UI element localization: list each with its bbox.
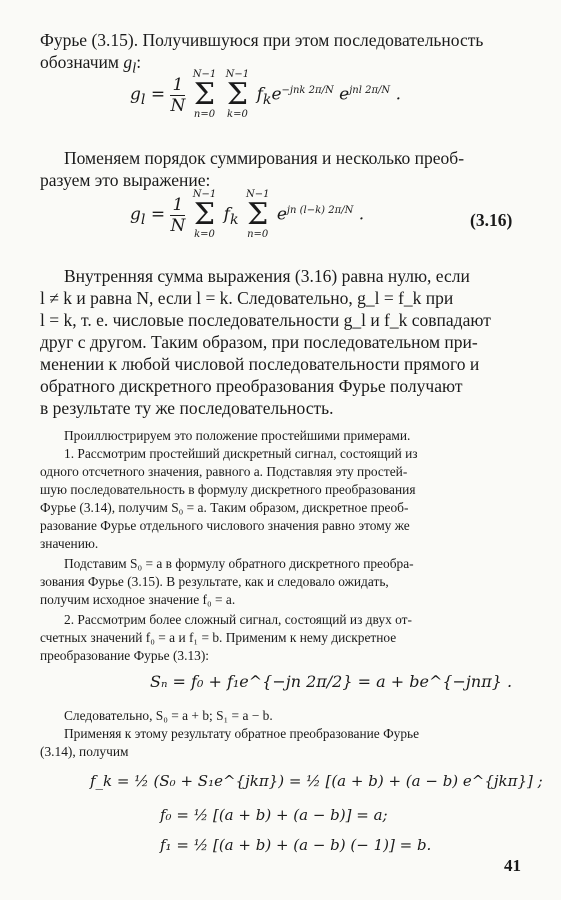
text-line: Следовательно, S₀ = a + b; S₁ = a − b. (64, 708, 273, 723)
text-line: разование Фурье отдельного числового значения равно этому же (40, 518, 410, 533)
equation-3: Sₙ = f₀ + f₁e^{−jn 2π/2} = a + be^{−jnπ} . (150, 672, 513, 691)
equation-number: (3.16) (470, 210, 513, 230)
text-line: шую последовательность в формулу дискретного преобразования (40, 482, 416, 497)
text-line: одного отсчетного значения, равного a. Подставляя эту простей- (40, 464, 408, 479)
text-line: менении к любой числовой последовательности прямого и (40, 354, 480, 374)
equation-2: $g_l$ = $\frac{1}{N}$ N−1 Σ k=0 $f_k$ N−1 Σ n=0 $e^{jn (l-k) 2\pi/N}$ . (130, 189, 365, 240)
text-line: счетных значений f₀ = a и f₁ = b. Применим к нему дискретное (40, 630, 397, 645)
page-number: 41 (504, 856, 521, 875)
text-line: 1. Рассмотрим простейший дискретный сигнал, состоящий из (64, 446, 418, 461)
text-line: получим исходное значение f₀ = a. (40, 592, 236, 607)
text-line: l ≠ k и равна N, если l = k. Следовательно, g_l = f_k при (40, 288, 454, 308)
text-line: друг с другом. Таким образом, при последовательном при- (40, 332, 478, 352)
text-line: в результате ту же последовательность. (40, 398, 334, 418)
text-line: Фурье (3.14), получим S₀ = a. Таким образом, дискретное преоб- (40, 500, 409, 515)
text-line: Проиллюстрируем это положение простейшими примерами. (64, 428, 411, 443)
equation-1: $g_l$ = $\frac{1}{N}$ N−1 Σ n=0 N−1 Σ k=0 $f_ke^{-jnk 2\pi/N}$ $e^{jnl 2\pi/N}$ . (130, 69, 401, 120)
text-line: значению. (40, 536, 99, 551)
text-line: Поменяем порядок суммирования и несколько преоб- (64, 148, 465, 168)
text-line: обратного дискретного преобразования Фурье получают (40, 376, 463, 396)
text-line: преобразование Фурье (3.13): (40, 648, 210, 663)
text-line: Внутренняя сумма выражения (3.16) равна нулю, если (64, 266, 470, 286)
text-line: 2. Рассмотрим более сложный сигнал, состоящий из двух от- (64, 612, 412, 627)
text-line: (3.14), получим (40, 744, 129, 759)
text-line: Фурье (3.15). Получившуюся при этом последовательность (40, 30, 484, 50)
text-line: Применяя к этому результату обратное преобразование Фурье (64, 726, 420, 741)
equation-6: f₁ = ½ [(a + b) + (a − b) (− 1)] = b. (160, 836, 432, 854)
text-line: l = k, т. е. числовые последовательности g_l и f_k совпадают (40, 310, 491, 330)
text-line: Подставим S₀ = a в формулу обратного дискретного преобра- (64, 556, 414, 571)
equation-4: f_k = ½ (S₀ + S₁e^{jkπ}) = ½ [(a + b) + (a − b) e^{jkπ}] ; (90, 772, 543, 790)
equation-5: f₀ = ½ [(a + b) + (a − b)] = a; (160, 806, 388, 824)
text-line: зования Фурье (3.15). В результате, как и следовало ожидать, (40, 574, 389, 589)
text-line: обозначим $g_l$: (40, 52, 142, 77)
text-line: разуем это выражение: (40, 170, 211, 190)
